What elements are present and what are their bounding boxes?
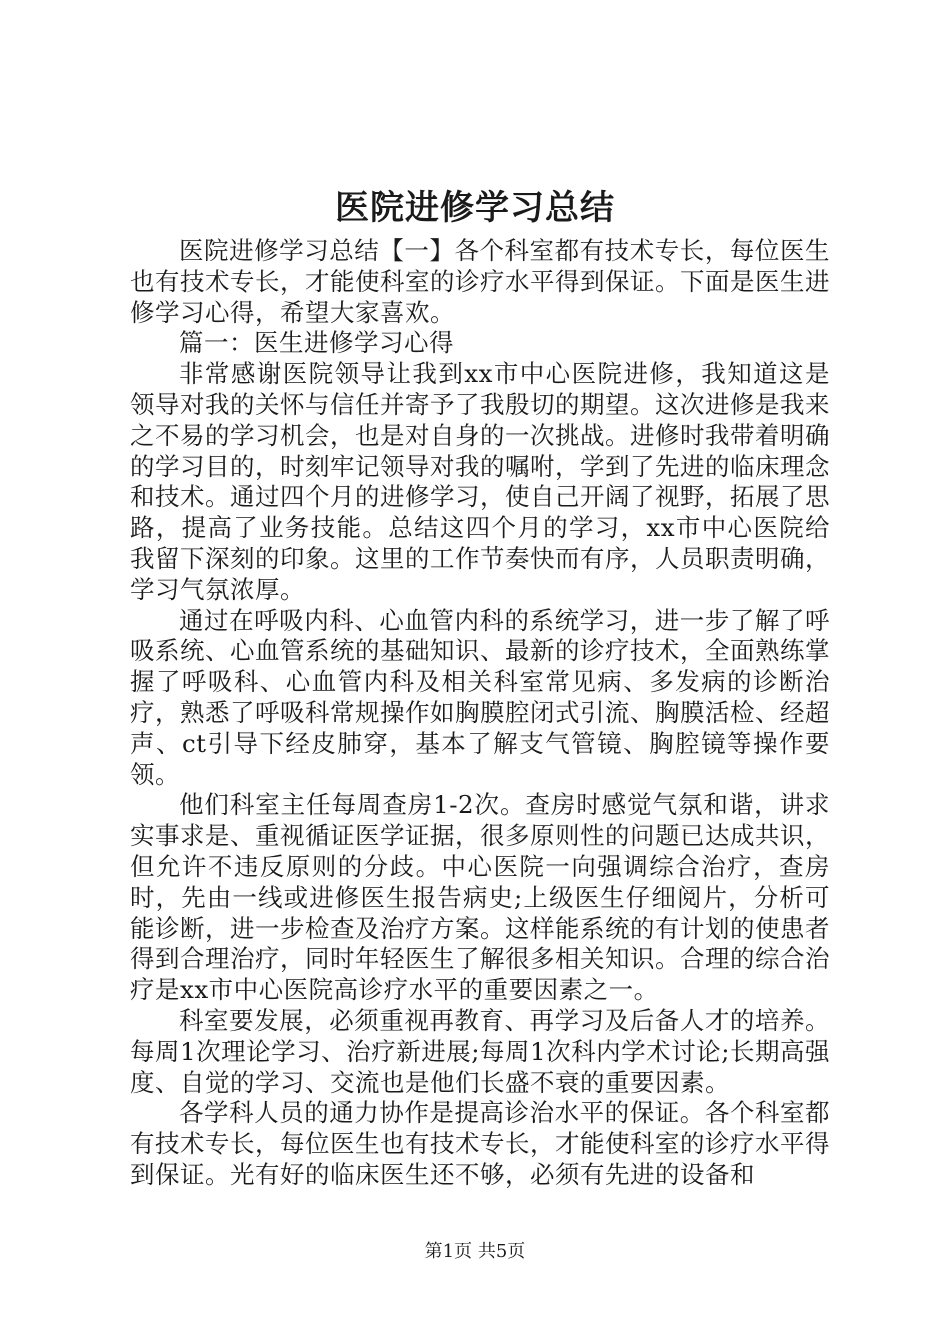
section-heading: 篇一：医生进修学习心得 [179,328,454,358]
paragraph-intro: 医院进修学习总结【一】各个科室都有技术专长，每位医生也有技术专长，才能使科室的诊疗水平得到保证。下面是医生进修学习心得，希望大家喜欢。 [130,236,830,327]
paragraph: 他们科室主任每周查房1-2次。查房时感觉气氛和谐，讲求实事求是、重视循证医学证据，很多原则性的问题已达成共识，但允许不违反原则的分歧。中心医院一向强调综合治疗，查房时，先由一线或进修医生报告病史;上级医生仔细阅片，分析可能诊断，进一步检查及治疗方案。这样能系统的有计划的使患者得到合理治疗，同时年轻医生了解很多相关知识。合理的综合治疗是xx市中心医院高诊疗水平的重要因素之一。 [130,790,830,1005]
paragraph: 科室要发展，必须重视再教育、再学习及后备人才的培养。每周1次理论学习、治疗新进展;每周1次科内学术讨论;长期高强度、自觉的学习、交流也是他们长盛不衰的重要因素。 [130,1005,830,1097]
paragraph: 非常感谢医院领导让我到xx市中心医院进修，我知道这是领导对我的关怀与信任并寄予了我殷切的期望。这次进修是我来之不易的学习机会，也是对自身的一次挑战。进修时我带着明确的学习目的，时刻牢记领导对我的嘱咐，学到了先进的临床理念和技术。通过四个月的进修学习，使自己开阔了视野，拓展了思路，提高了业务技能。总结这四个月的学习，xx市中心医院给我留下深刻的印象。这里的工作节奏快而有序，人员职责明确，学习气氛浓厚。 [130,359,830,604]
paragraph: 各学科人员的通力协作是提高诊治水平的保证。各个科室都有技术专长，每位医生也有技术专长，才能使科室的诊疗水平得到保证。光有好的临床医生还不够，必须有先进的设备和 [130,1098,830,1189]
paragraph: 通过在呼吸内科、心血管内科的系统学习，进一步了解了呼吸系统、心血管系统的基础知识、最新的诊疗技术，全面熟练掌握了呼吸科、心血管内科及相关科室常见病、多发病的诊断治疗，熟悉了呼吸科常规操作如胸膜腔闭式引流、胸膜活检、经超声、ct引导下经皮肺穿，基本了解支气管镜、胸腔镜等操作要领。 [130,605,830,789]
page-footer: 第1页 共5页 [424,1241,526,1262]
document-title: 医院进修学习总结 [335,188,615,228]
document-body [130,236,830,1191]
